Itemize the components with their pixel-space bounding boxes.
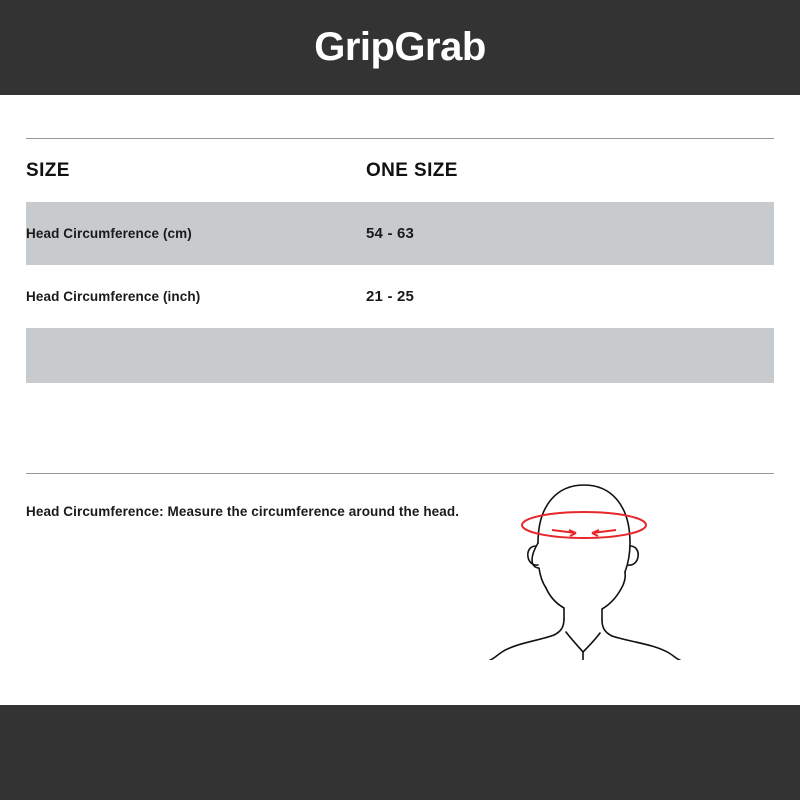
table-row bbox=[26, 328, 774, 383]
head-diagram-svg bbox=[480, 480, 690, 660]
row-value-empty-1 bbox=[366, 328, 774, 383]
table-row bbox=[26, 383, 774, 438]
row-label-empty-1 bbox=[26, 328, 366, 383]
table-row bbox=[26, 202, 774, 265]
row-label-empty-2 bbox=[26, 383, 366, 438]
divider-bottom bbox=[26, 473, 774, 474]
footer-bar bbox=[0, 705, 800, 800]
header-cell-one-size: ONE SIZE bbox=[366, 159, 458, 181]
head-measurement-diagram bbox=[480, 480, 690, 660]
measurement-band-icon bbox=[522, 512, 646, 538]
measurement-note: Head Circumference: Measure the circumference around the head. bbox=[26, 504, 460, 519]
table-header-row bbox=[26, 139, 774, 202]
row-value-cm: 54 - 63 bbox=[366, 225, 415, 242]
row-label-cm: Head Circumference (cm) bbox=[26, 226, 192, 241]
row-label-inch: Head Circumference (inch) bbox=[26, 289, 201, 304]
table-row bbox=[26, 265, 774, 328]
row-value-empty-2 bbox=[366, 383, 774, 438]
brand-logo: GripGrab bbox=[314, 25, 486, 69]
main-content bbox=[0, 95, 800, 705]
row-value-inch: 21 - 25 bbox=[366, 288, 415, 305]
header-bar bbox=[0, 0, 800, 95]
header-cell-size: SIZE bbox=[26, 159, 70, 181]
size-table bbox=[26, 139, 774, 438]
